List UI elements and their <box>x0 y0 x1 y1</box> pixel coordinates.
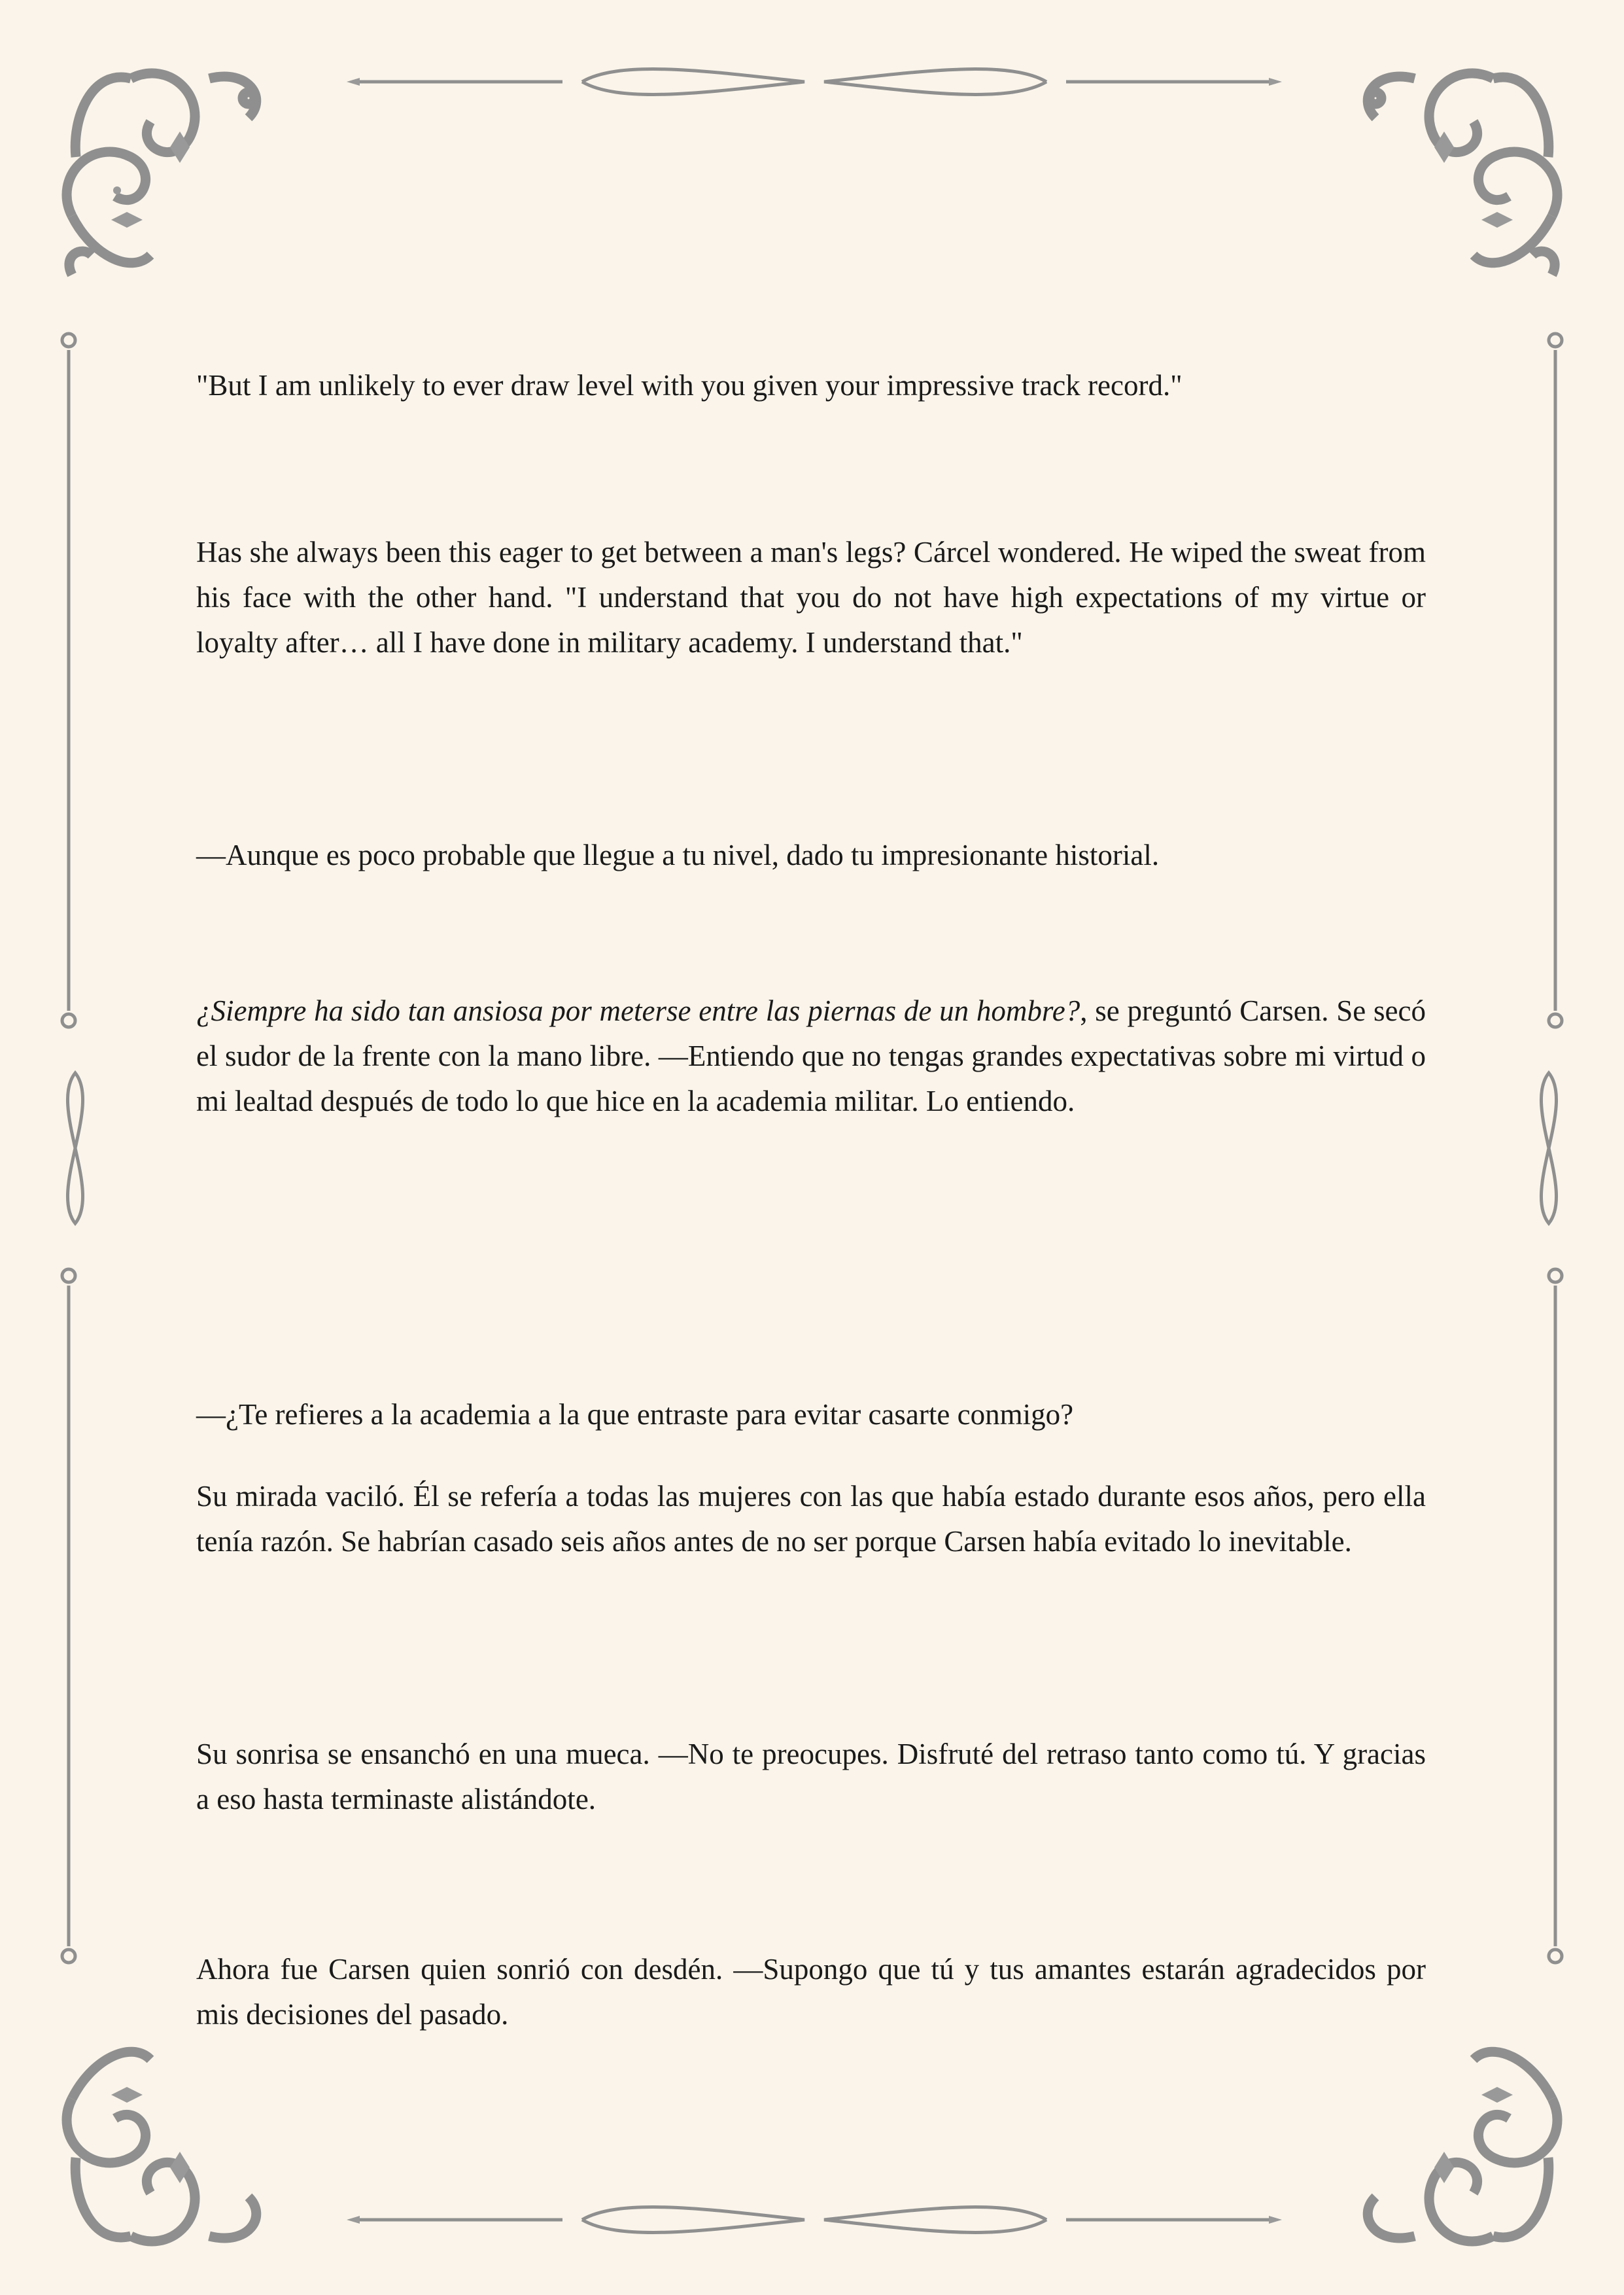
corner-ornament-bottom-left <box>52 2020 288 2256</box>
paragraph-2: Has she always been this eager to get between a man's legs? Cárcel wondered. He wiped the sweat from his face with the other hand. "I understand that you do not have high expectations of my virtue or loyalty after… all I have done in military academy. I understand that." <box>196 536 1426 659</box>
paragraph-4 <box>196 989 1426 1124</box>
left-border-upper <box>59 327 78 1034</box>
paragraph-7: Su sonrisa se ensanchó en una mueca. —No te preocupes. Disfruté del retraso tanto como tú. Y gracias a eso hasta terminaste alistándote. <box>196 1738 1426 1815</box>
bottom-border-divider <box>347 2197 1282 2243</box>
paragraph-3: —Aunque es poco probable que llegue a tu nivel, dado tu impresionante historial. <box>196 839 1160 871</box>
flourish-icon <box>52 2020 288 2256</box>
top-border-divider <box>347 59 1282 105</box>
corner-ornament-top-left <box>52 59 288 294</box>
flourish-icon <box>1336 59 1572 294</box>
corner-ornament-bottom-right <box>1336 2020 1572 2256</box>
flourish-icon <box>52 59 288 294</box>
left-infinity-ornament <box>49 1066 101 1230</box>
corner-ornament-top-right <box>1336 59 1572 294</box>
paragraph-6: Su mirada vaciló. Él se refería a todas las mujeres con las que había estado durante esos años, pero ella tenía razón. Se habrían casado seis años antes de no ser porque Carsen había evitado lo inevitable. <box>196 1480 1426 1558</box>
right-border-upper <box>1546 327 1565 1034</box>
paragraph-5: —¿Te refieres a la academia a la que entraste para evitar casarte conmigo? <box>196 1398 1074 1431</box>
paragraph-8: Ahora fue Carsen quien sonrió con desdén. —Supongo que tú y tus amantes estarán agradecidos por mis decisiones del pasado. <box>196 1953 1426 2031</box>
paragraph-1: "But I am unlikely to ever draw level with you given your impressive track record." <box>196 369 1183 402</box>
flourish-icon <box>1336 2020 1572 2256</box>
paragraph-4-text: , se preguntó Carsen. Se secó el sudor de la frente con la mano libre. —Entiendo que no tengas grandes expectativas sobre mi virtud o mi lealtad después de todo lo que hice en la academia militar. Lo entiendo. <box>196 994 1426 1117</box>
italic-thought: ¿Siempre ha sido tan ansiosa por meterse entre las piernas de un hombre? <box>196 994 1080 1027</box>
left-border-lower <box>59 1263 78 1969</box>
right-infinity-ornament <box>1523 1066 1575 1230</box>
right-border-lower <box>1546 1263 1565 1969</box>
